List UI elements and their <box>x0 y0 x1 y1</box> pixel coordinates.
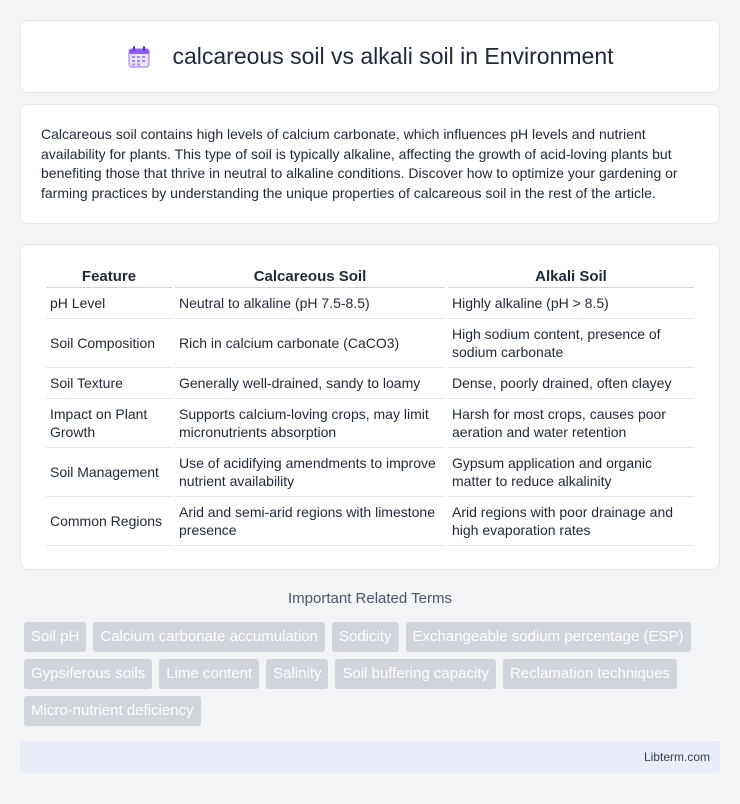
related-tag[interactable]: Gypsiferous soils <box>24 659 152 689</box>
related-tag[interactable]: Soil buffering capacity <box>335 659 495 689</box>
table-cell: Soil Composition <box>46 319 172 368</box>
table-row <box>46 368 694 399</box>
related-tags <box>24 622 704 726</box>
footer-site-link[interactable]: Libterm.com <box>643 750 710 764</box>
table-row <box>46 288 694 319</box>
table-cell: Neutral to alkaline (pH 7.5-8.5) <box>175 288 445 319</box>
table-cell: Supports calcium-loving crops, may limit micronutrients absorption <box>175 399 445 448</box>
intro-text: Calcareous soil contains high levels of calcium carbonate, which influences pH levels and nutrient availability for plants. This type of soil is typically alkaline, affecting the growth of acid-loving plants but benefiting those that thrive in neutral to alkaline conditions. Discover how to optimize your gardening or farming practices by understanding the unique properties of calcareous soil in the rest of the article. <box>41 126 678 201</box>
related-tag[interactable]: Micro-nutrient deficiency <box>24 696 201 726</box>
table-cell: Impact on Plant Growth <box>46 399 172 448</box>
related-tag[interactable]: Exchangeable sodium percentage (ESP) <box>406 622 691 652</box>
comparison-table <box>43 265 697 546</box>
table-cell: Arid regions with poor drainage and high evaporation rates <box>448 497 694 546</box>
related-tag[interactable]: Calcium carbonate accumulation <box>93 622 325 652</box>
table-row <box>46 319 694 368</box>
comparison-table-card <box>20 244 720 570</box>
table-cell: Gypsum application and organic matter to reduce alkalinity <box>448 448 694 497</box>
table-cell: Highly alkaline (pH > 8.5) <box>448 288 694 319</box>
table-row <box>46 399 694 448</box>
header-feature: Feature <box>46 265 172 288</box>
table-cell: Soil Texture <box>46 368 172 399</box>
title-wrap <box>126 43 613 70</box>
header-alkali: Alkali Soil <box>448 265 694 288</box>
table-header-row <box>46 265 694 288</box>
table-cell: Harsh for most crops, causes poor aeration and water retention <box>448 399 694 448</box>
table-row <box>46 497 694 546</box>
table-cell: Common Regions <box>46 497 172 546</box>
table-cell: Generally well-drained, sandy to loamy <box>175 368 445 399</box>
related-tag[interactable]: Lime content <box>159 659 259 689</box>
header-card <box>20 20 720 93</box>
table-cell: High sodium content, presence of sodium carbonate <box>448 319 694 368</box>
calendar-icon <box>126 44 152 70</box>
related-tag[interactable]: Sodicity <box>332 622 399 652</box>
table-row <box>46 448 694 497</box>
table-cell: Use of acidifying amendments to improve nutrient availability <box>175 448 445 497</box>
header-calcareous: Calcareous Soil <box>175 265 445 288</box>
table-cell: Soil Management <box>46 448 172 497</box>
related-tag[interactable]: Salinity <box>266 659 328 689</box>
related-tag[interactable]: Soil pH <box>24 622 86 652</box>
table-cell: Rich in calcium carbonate (CaCO3) <box>175 319 445 368</box>
footer <box>20 741 720 773</box>
page-title: calcareous soil vs alkali soil in Environment <box>172 43 614 69</box>
related-tag[interactable]: Reclamation techniques <box>503 659 677 689</box>
table-cell: Dense, poorly drained, often clayey <box>448 368 694 399</box>
related-terms-title: Important Related Terms <box>288 590 452 607</box>
table-cell: pH Level <box>46 288 172 319</box>
table-cell: Arid and semi-arid regions with limestone presence <box>175 497 445 546</box>
intro-card <box>20 104 720 224</box>
